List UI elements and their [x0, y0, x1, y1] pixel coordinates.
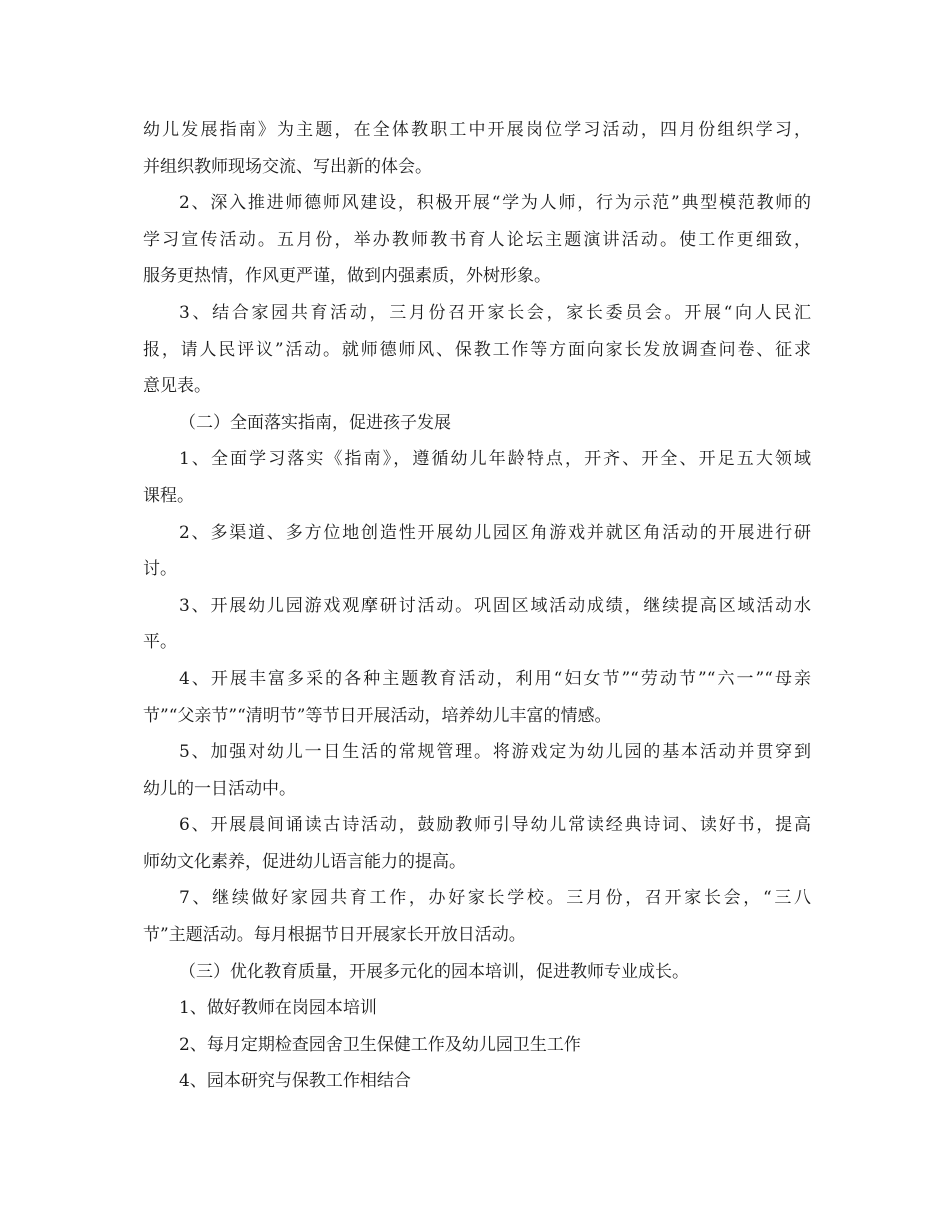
text-line: 讨。: [143, 559, 177, 580]
text-line: 师幼文化素养，促进幼儿语言能力的提高。: [143, 851, 466, 872]
text-line: 2、深入推进师德师风建设，积极开展“学为人师，行为示范”典型模范教师的: [179, 193, 811, 214]
text-line: （三）优化教育质量，开展多元化的园本培训，促进教师专业成长。: [179, 961, 689, 982]
text-line: （二）全面落实指南，促进孩子发展: [179, 412, 451, 433]
text-line: 服务更热情，作风更严谨，做到内强素质，外树形象。: [143, 266, 551, 287]
document-body: [143, 112, 811, 1100]
text-line: 报，请人民评议”活动。就师德师风、保教工作等方面向家长发放调查问卷、征求: [143, 339, 811, 360]
text-line: 1、全面学习落实《指南》，遵循幼儿年龄特点，开齐、开全、开足五大领域: [179, 449, 811, 470]
text-line: 学习宣传活动。五月份，举办教师教书育人论坛主题演讲活动。使工作更细致，: [143, 229, 811, 250]
text-line: 节”主题活动。每月根据节日开展家长开放日活动。: [143, 925, 526, 946]
text-line: 5、加强对幼儿一日生活的常规管理。将游戏定为幼儿园的基本活动并贯穿到: [179, 742, 811, 763]
text-line: 2、多渠道、多方位地创造性开展幼儿园区角游戏并就区角活动的开展进行研: [179, 522, 811, 543]
text-line: 6、开展晨间诵读古诗活动，鼓励教师引导幼儿常读经典诗词、读好书，提高: [179, 815, 811, 836]
text-line: 1、做好教师在岗园本培训: [179, 998, 377, 1019]
text-line: 3、结合家园共育活动，三月份召开家长会，家长委员会。开展“向人民汇: [179, 302, 811, 323]
text-line: 并组织教师现场交流、写出新的体会。: [143, 156, 432, 177]
text-line: 幼儿的一日活动中。: [143, 778, 296, 799]
text-line: 2、每月定期检查园舍卫生保健工作及幼儿园卫生工作: [179, 1034, 581, 1055]
text-line: 3、开展幼儿园游戏观摩研讨活动。巩固区域活动成绩，继续提高区域活动水: [179, 595, 811, 616]
text-line: 7、继续做好家园共育工作，办好家长学校。三月份，召开家长会，“三八: [179, 888, 811, 909]
text-line: 4、园本研究与保教工作相结合: [179, 1071, 411, 1092]
text-line: 幼儿发展指南》为主题，在全体教职工中开展岗位学习活动，四月份组织学习，: [143, 120, 811, 140]
text-line: 节”“父亲节”“清明节”等节日开展活动，培养幼儿丰富的情感。: [143, 705, 612, 726]
text-line: 意见表。: [143, 376, 211, 397]
text-line: 平。: [143, 632, 177, 653]
text-line: 4、开展丰富多采的各种主题教育活动，利用“妇女节”“劳动节”“六一”“母亲: [179, 668, 811, 689]
text-line: 课程。: [143, 485, 194, 506]
